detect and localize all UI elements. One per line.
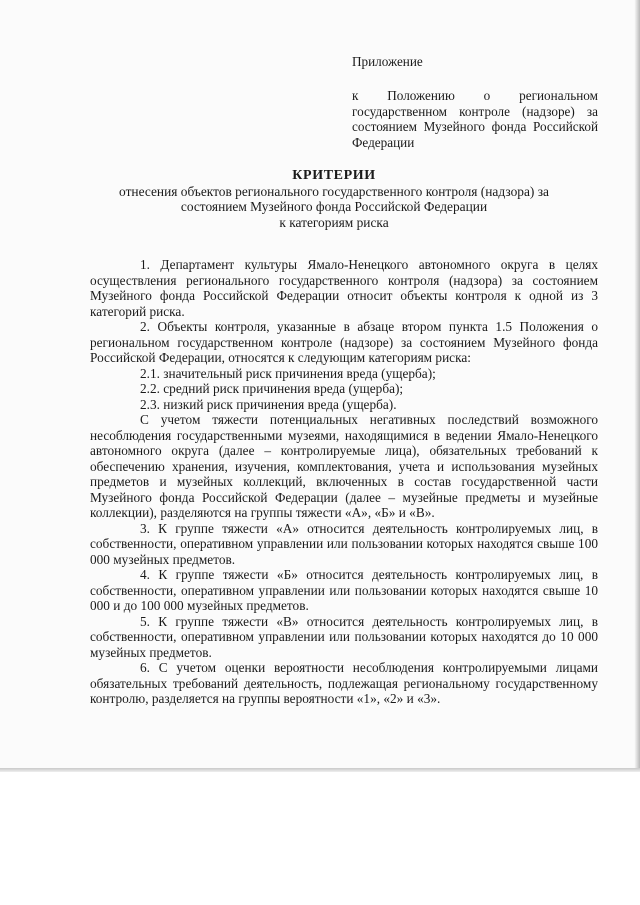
paragraph-3: 3. К группе тяжести «А» относится деятельность контролируемых лиц, в собственности, оперативном управлении или пользовании которых находятся свыше 100 000 музейных предметов. [90,520,598,567]
paragraph-2-3: 2.3. низкий риск причинения вреда (ущерба). [140,396,397,412]
appendix-reference: к Положению о региональном государственном контроле (надзоре) за состоянием Музейного фонда Российской Федерации [352,88,598,150]
document-subtitle-line-1: отнесения объектов регионального государственного контроля (надзора) за [119,184,549,200]
document-body [90,257,598,707]
appendix-block [352,54,598,150]
scan-right-edge [634,0,640,770]
paragraph-5: 5. К группе тяжести «В» относится деятельность контролируемых лиц, в собственности, оперативном управлении или пользовании которых находятся до 10 000 музейных предметов. [90,613,598,660]
paragraph-6: 6. С учетом оценки вероятности несоблюдения контролируемыми лицами обязательных требований деятельность, подлежащая региональному государственному контролю, разделяется на группы вероятности «1», «2» и «3». [90,660,598,706]
document-title: КРИТЕРИИ [292,168,376,183]
document-subtitle-line-3: к категориям риска [279,214,389,230]
paragraph-2-2: 2.2. средний риск причинения вреда (ущерба); [140,381,404,396]
document-heading [86,168,582,230]
paragraph-2: 2. Объекты контроля, указанные в абзаце втором пункта 1.5 Положения о региональном государственном контроле (надзоре) за состоянием Музейного фонда Российской Федерации, относятся к следующим категориям риска: [90,319,598,365]
paragraph-4: 4. К группе тяжести «Б» относится деятельность контролируемых лиц, в собственности, оперативном управлении или пользовании которых находятся свыше 10 000 и до 100 000 музейных предметов. [90,567,598,613]
appendix-title: Приложение [352,54,423,69]
paragraph-2-1: 2.1. значительный риск причинения вреда (ущерба); [140,365,436,381]
scan-bottom-edge [0,768,640,772]
paragraph-1: 1. Департамент культуры Ямало-Ненецкого автономного округа в целях осуществления регионального государственного контроля (надзора) за состоянием Музейного фонда Российской Федерации относит объекты контроля к одной из 3 категорий риска. [90,257,598,319]
document-subtitle-line-2: состоянием Музейного фонда Российской Федерации [180,199,488,215]
paragraph-severity-groups: С учетом тяжести потенциальных негативных последствий возможного несоблюдения государственными музеями, находящимися в ведении Ямало-Ненецкого автономного округа (далее – контролируемые лица), обязательных требований к обеспечению хранения, изучения, комплектования, учета и использования музейных предметов и музейных коллекций, включенных в состав государственной части Музейного фонда Российской Федерации (далее – музейные предметы и музейные коллекции), разделяются на группы тяжести «А», «Б» и «В». [90,412,598,520]
